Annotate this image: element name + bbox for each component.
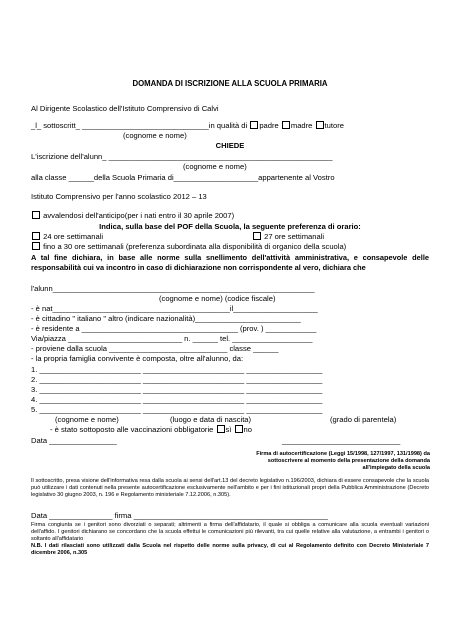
famiglia-row: 5. ________________________ ________________________ __________________ [31,405,323,414]
orario-24-label: 24 ore settimanali [43,232,104,241]
famiglia-col-cognome: (cognome e nome) [55,415,119,424]
iscrizione-line: L'iscrizione dell'alunn_ _____________________________________________________ [31,152,333,161]
vaccinazioni-no-checkbox[interactable] [235,425,243,433]
nato-line: - è nat__________________________________________il____________________ [31,304,318,313]
document-title: DOMANDA DI ISCRIZIONE ALLA SCUOLA PRIMARIA [132,79,328,88]
cognome-codice-caption: (cognome e nome) (codice fiscale) [159,294,276,303]
orario-24-checkbox[interactable] [32,232,40,240]
cittadino-line: - è cittadino " italiano " altro (indicare nazionalità)_________________________ [31,314,301,323]
firma-congiunta-paragraph: Firma congiunta se i genitori sono divorziati o separati; altrimenti a firma dell'affidatario, il quale si obbliga a comunicare alla scuola eventuali variazioni dell'affido. I genitori dichiarano se concordano che la scuola effettui le comunicazioni più rilevanti, tra cui quelle relative alla valutazione, a entrambi i genitori o soltanto all'affidatario [31,522,429,542]
addressee: Al Dirigente Scolastico dell'Istituto Comprensivo di Calvi [31,104,219,113]
firma-line: ____________________________ [282,436,401,445]
anticipo-label: avvalendosi dell'anticipo(per i nati entro il 30 aprile 2007) [43,211,235,220]
orario-30-checkbox[interactable] [32,242,40,250]
orario-27-line [252,232,432,242]
vaccinazioni-si-label: sì [225,425,232,434]
sottoscritto-line [31,121,429,131]
padre-checkbox[interactable] [250,121,258,129]
cognome-nome-caption-2: (cognome e nome) [183,162,247,171]
tutore-label: tutore [324,121,344,130]
orario-30-label: fino a 30 ore settimanali (preferenza subordinata alla disponibilità di organico della scuola) [43,242,347,251]
data-firma-line: Data _______________ firma ______________________________________________ [31,511,328,520]
vaccinazioni-line [50,425,430,435]
proviene-line: - proviene dalla scuola ____________________________ classe ______ [31,344,279,353]
anticipo-checkbox[interactable] [32,211,40,219]
firma-autocertificazione-1: Firma di autocertificazione (Leggi 15/1998, 127/1997, 131/1998) da [256,451,430,457]
padre-label: padre [259,121,279,130]
data-field: Data ________________ [31,436,117,445]
famiglia-row: 1. ________________________ ________________________ __________________ [31,365,323,374]
chiede-heading: CHIEDE [215,141,245,150]
famiglia-row: 4. ________________________ ________________________ __________________ [31,395,323,404]
famiglia-row: 2. ________________________ ________________________ __________________ [31,375,323,384]
nb-paragraph: N.B. I dati rilasciati sono utilizzati dalla Scuola nel rispetto delle norme sulla privacy, di cui al Regolamento definito con Decreto Ministeriale 7 dicembre 2006, n.305 [31,543,429,556]
firma-autocertificazione-2: sottoscrivere al momento della presentazione della domanda [267,458,430,464]
vaccinazioni-no-label: no [243,425,252,434]
famiglia-col-parentela: (grado di parentela) [330,415,397,424]
madre-checkbox[interactable] [282,121,290,129]
sottoscritto-text: _l_ sottoscritt_ ______________________________in qualità di [31,121,248,130]
preferenza-orario-heading: Indica, sulla base del POF della Scuola, la seguente preferenza di orario: [99,222,361,231]
via-line: Via/piazza ___________________________ n. ______ tel. ___________________ [31,334,313,343]
famiglia-line: - la propria famiglia convivente è composta, oltre all'alunno, da: [31,354,244,363]
privacy-paragraph: Il sottoscritto, presa visione dell'informativa resa dalla scuola ai sensi dell'art.13 del decreto legislativo n.196/2003, dichiara di essere consapevole che la scuola può utilizzare i dati contenuti nella presente autocertificazione esclusivamente nell'ambito e per i fini istituzionali propri della Pubblica Amministrazione (Decreto legislativo 30 giugno 2003, n. 196 e Regolamento ministeriale 7.12.2006, n.305). [31,478,429,498]
madre-label: madre [290,121,313,130]
famiglia-row: 3. ________________________ ________________________ __________________ [31,385,323,394]
alunno-line: l'alunn______________________________________________________________ [31,284,315,293]
famiglia-col-nascita: (luogo e data di nascita) [170,415,252,424]
vaccinazioni-si-checkbox[interactable] [217,425,225,433]
tutore-checkbox[interactable] [316,121,324,129]
orario-27-checkbox[interactable] [253,232,261,240]
anticipo-line [31,211,429,221]
orario-27-label: 27 ore settimanali [264,232,325,241]
dichiarazione-paragraph: A tal fine dichiara, in base alle norme sulla snellimento dell'attività amministrativa, e consapevole delle responsabilità cui va incontro in caso di dichiarazione non corrispondente al vero, dichiara che [31,253,429,272]
cognome-nome-caption-1: (cognome e nome) [123,131,187,140]
vaccinazioni-text: - è stato sottoposto alle vaccinazioni obbligatorie [50,425,214,434]
firma-autocertificazione-3: all'impiegato della scuola [362,465,430,471]
istituto-line: Istituto Comprensivo per l'anno scolastico 2012 – 13 [31,192,207,201]
residente-line: - è residente a _____________________________________ (prov. ) ____________ [31,324,317,333]
orario-30-line [31,242,429,252]
classe-line: alla classe ______della Scuola Primaria di____________________appartenente al Vostro [31,173,335,182]
